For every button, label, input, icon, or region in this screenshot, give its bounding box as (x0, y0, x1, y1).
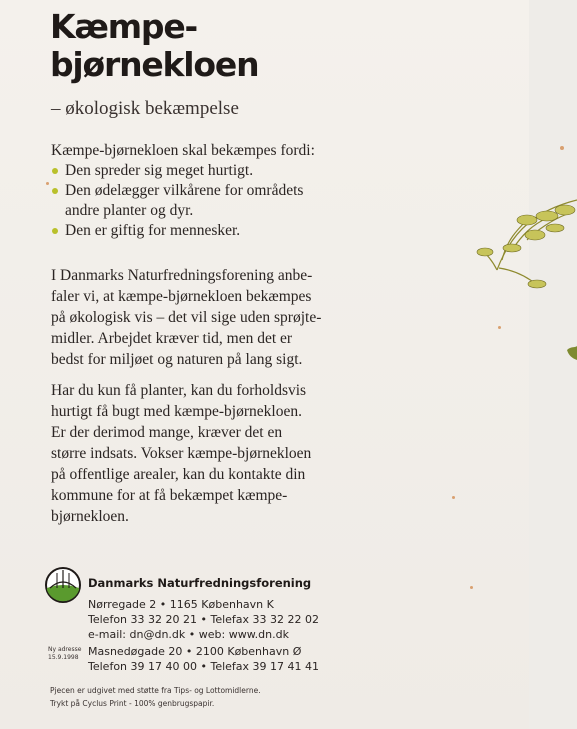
title-line-1: Kæmpe- (50, 7, 198, 46)
paper-fleck (452, 496, 455, 499)
paragraph-recommendation: I Danmarks Naturfredningsforening anbe- faler vi, at kæmpe-bjørnekloen bekæmpes på økologisk vis – det vil sige uden sprøjte- midler. Arbejdet kræver tid, men det er bedst for miljøet og naturen på lang sigt. (51, 267, 322, 368)
paper-fleck (470, 586, 473, 589)
bullet-dot-icon (52, 188, 58, 194)
title-line-2: bjørnekloen (50, 45, 259, 84)
bullet-list (51, 161, 303, 241)
organization-name: Danmarks Naturfredningsforening (88, 576, 312, 590)
paper-fleck (498, 326, 501, 329)
address-new: Masnedøgade 20 • 2100 København Ø Telefon 39 17 40 00 • Telefax 39 17 41 41 (88, 645, 320, 673)
paper-fleck (46, 182, 49, 185)
hogweed-illustration-icon (467, 120, 577, 380)
bullet-item: Den er giftig for mennesker. (51, 221, 303, 241)
paragraph-advice: Har du kun få planter, kan du forholdsvis hurtigt få bugt med kæmpe-bjørnekloen. Er der derimod mange, kræver det en større indsats. Vokser kæmpe-bjørnekloen på offentlige arealer, kan du kontakte din kommune for at få bekæmpet kæmpe- bjørnekloen. (51, 382, 312, 525)
new-address-note: Ny adresse 15.9.1998 (48, 646, 82, 661)
subtitle: – økologisk bekæmpelse (51, 98, 239, 119)
intro-text: Kæmpe-bjørnekloen skal bekæmpes fordi: (51, 142, 315, 159)
bullet-item: Den spreder sig meget hurtigt. (51, 161, 303, 181)
bullet-dot-icon (52, 228, 58, 234)
footer-notes: Pjecen er udgivet med støtte fra Tips- og Lottomidlerne. Trykt på Cyclus Print - 100% genbrugspapir. (50, 686, 261, 708)
page-title (50, 8, 258, 84)
dn-logo-icon (44, 566, 82, 604)
address-current: Nørregade 2 • 1165 København K Telefon 33 32 20 21 • Telefax 33 32 22 02 e-mail: dn@dn.dk • web: www.dn.dk (88, 598, 320, 641)
bullet-item: Den ødelægger vilkårene for områdets andre planter og dyr. (51, 181, 303, 221)
bullet-dot-icon (52, 168, 58, 174)
